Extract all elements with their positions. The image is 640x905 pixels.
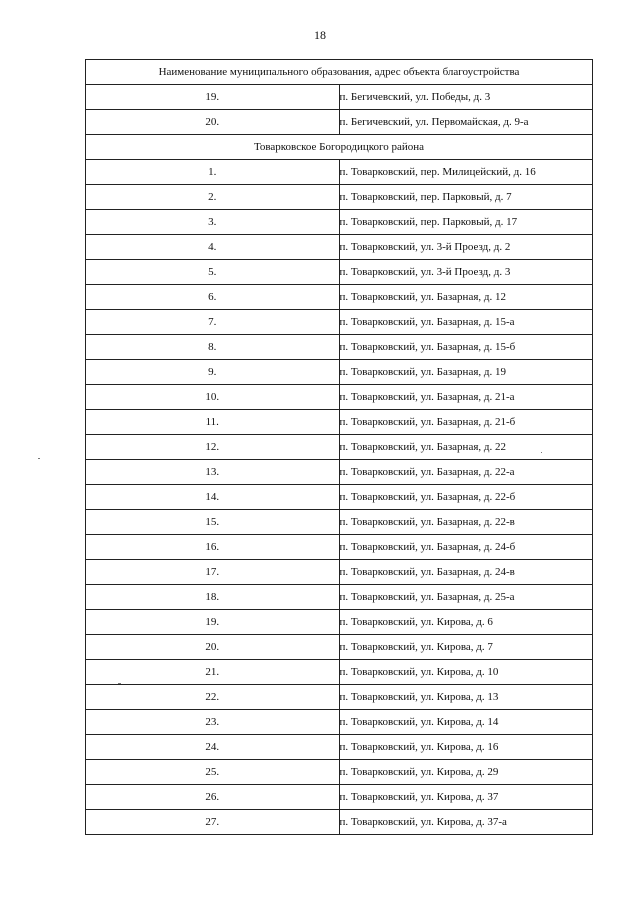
- table-row: [86, 560, 593, 585]
- row-number: 18.: [86, 585, 340, 610]
- row-address: п. Товарковский, ул. Базарная, д. 24-в: [339, 560, 593, 585]
- row-number: 21.: [86, 660, 340, 685]
- row-address: п. Товарковский, ул. Базарная, д. 19: [339, 360, 593, 385]
- table-row: [86, 810, 593, 835]
- table-row: [86, 260, 593, 285]
- row-address: п. Товарковский, ул. Кирова, д. 7: [339, 635, 593, 660]
- row-address: п. Товарковский, пер. Парковый, д. 7: [339, 185, 593, 210]
- row-number: 9.: [86, 360, 340, 385]
- row-address: п. Товарковский, ул. 3-й Проезд, д. 3: [339, 260, 593, 285]
- row-address: п. Товарковский, ул. Базарная, д. 22-в: [339, 510, 593, 535]
- table-row: [86, 235, 593, 260]
- table-row: [86, 185, 593, 210]
- table-row: [86, 160, 593, 185]
- row-address: п. Товарковский, ул. Кирова, д. 10: [339, 660, 593, 685]
- table-row: [86, 410, 593, 435]
- table-row: [86, 760, 593, 785]
- row-address: п. Товарковский, ул. Кирова, д. 37: [339, 785, 593, 810]
- row-address: п. Товарковский, ул. Базарная, д. 22: [339, 435, 593, 460]
- row-number: 14.: [86, 485, 340, 510]
- table-row: [86, 110, 593, 135]
- row-address: п. Товарковский, ул. Кирова, д. 37-а: [339, 810, 593, 835]
- scan-speck: [38, 458, 40, 459]
- table-row: [86, 385, 593, 410]
- table-row: [86, 310, 593, 335]
- table-row: [86, 510, 593, 535]
- table-row: [86, 535, 593, 560]
- row-address: п. Бегичевский, ул. Первомайская, д. 9-а: [339, 110, 593, 135]
- row-number: 25.: [86, 760, 340, 785]
- row-number: 4.: [86, 235, 340, 260]
- row-number: 8.: [86, 335, 340, 360]
- row-number: 6.: [86, 285, 340, 310]
- row-address: п. Товарковский, ул. Кирова, д. 6: [339, 610, 593, 635]
- row-number: 3.: [86, 210, 340, 235]
- row-address: п. Товарковский, ул. Кирова, д. 14: [339, 710, 593, 735]
- row-address: п. Товарковский, ул. Базарная, д. 21-а: [339, 385, 593, 410]
- table-row: [86, 585, 593, 610]
- row-address: п. Товарковский, ул. Базарная, д. 15-а: [339, 310, 593, 335]
- table-row: [86, 285, 593, 310]
- table-header: Наименование муниципального образования, адрес объекта благоустройства: [86, 60, 593, 85]
- row-number: 19.: [86, 85, 340, 110]
- page-number: 18: [314, 28, 326, 42]
- table-row: [86, 635, 593, 660]
- table-row: [86, 485, 593, 510]
- row-number: 12.: [86, 435, 340, 460]
- table-row: [86, 710, 593, 735]
- row-number: 24.: [86, 735, 340, 760]
- row-number: 20.: [86, 110, 340, 135]
- row-number: 2.: [86, 185, 340, 210]
- row-address: п. Товарковский, ул. Базарная, д. 12: [339, 285, 593, 310]
- table-row: [86, 685, 593, 710]
- table-row: [86, 735, 593, 760]
- table-header-row: [86, 60, 593, 85]
- row-address: п. Товарковский, пер. Парковый, д. 17: [339, 210, 593, 235]
- table-row: [86, 335, 593, 360]
- row-address: п. Товарковский, ул. Базарная, д. 25-а: [339, 585, 593, 610]
- scan-speck: [118, 683, 121, 684]
- table-row: [86, 210, 593, 235]
- table-row: [86, 610, 593, 635]
- row-number: 19.: [86, 610, 340, 635]
- table-row: [86, 85, 593, 110]
- row-number: 1.: [86, 160, 340, 185]
- section-title-row: [86, 135, 593, 160]
- row-number: 23.: [86, 710, 340, 735]
- row-number: 27.: [86, 810, 340, 835]
- row-address: п. Товарковский, ул. Базарная, д. 24-б: [339, 535, 593, 560]
- row-number: 5.: [86, 260, 340, 285]
- row-address: п. Товарковский, ул. Кирова, д. 29: [339, 760, 593, 785]
- row-address: п. Товарковский, ул. Базарная, д. 21-б: [339, 410, 593, 435]
- row-address: п. Товарковский, ул. Кирова, д. 16: [339, 735, 593, 760]
- row-address: п. Товарковский, ул. Базарная, д. 15-б: [339, 335, 593, 360]
- table-row: [86, 460, 593, 485]
- row-number: 15.: [86, 510, 340, 535]
- section-title: Товарковское Богородицкого района: [86, 135, 593, 160]
- row-number: 26.: [86, 785, 340, 810]
- row-number: 10.: [86, 385, 340, 410]
- row-number: 7.: [86, 310, 340, 335]
- address-table: [85, 59, 593, 835]
- table-row: [86, 660, 593, 685]
- table-row: [86, 435, 593, 460]
- row-number: 13.: [86, 460, 340, 485]
- row-address: п. Бегичевский, ул. Победы, д. 3: [339, 85, 593, 110]
- row-address: п. Товарковский, ул. Кирова, д. 13: [339, 685, 593, 710]
- row-number: 20.: [86, 635, 340, 660]
- row-address: п. Товарковский, ул. 3-й Проезд, д. 2: [339, 235, 593, 260]
- row-address: п. Товарковский, ул. Базарная, д. 22-а: [339, 460, 593, 485]
- scan-speck: [541, 452, 542, 453]
- row-address: п. Товарковский, пер. Милицейский, д. 16: [339, 160, 593, 185]
- row-number: 11.: [86, 410, 340, 435]
- row-number: 16.: [86, 535, 340, 560]
- table-row: [86, 785, 593, 810]
- address-table-body: [86, 60, 593, 835]
- row-number: 17.: [86, 560, 340, 585]
- row-address: п. Товарковский, ул. Базарная, д. 22-б: [339, 485, 593, 510]
- row-number: 22.: [86, 685, 340, 710]
- table-row: [86, 360, 593, 385]
